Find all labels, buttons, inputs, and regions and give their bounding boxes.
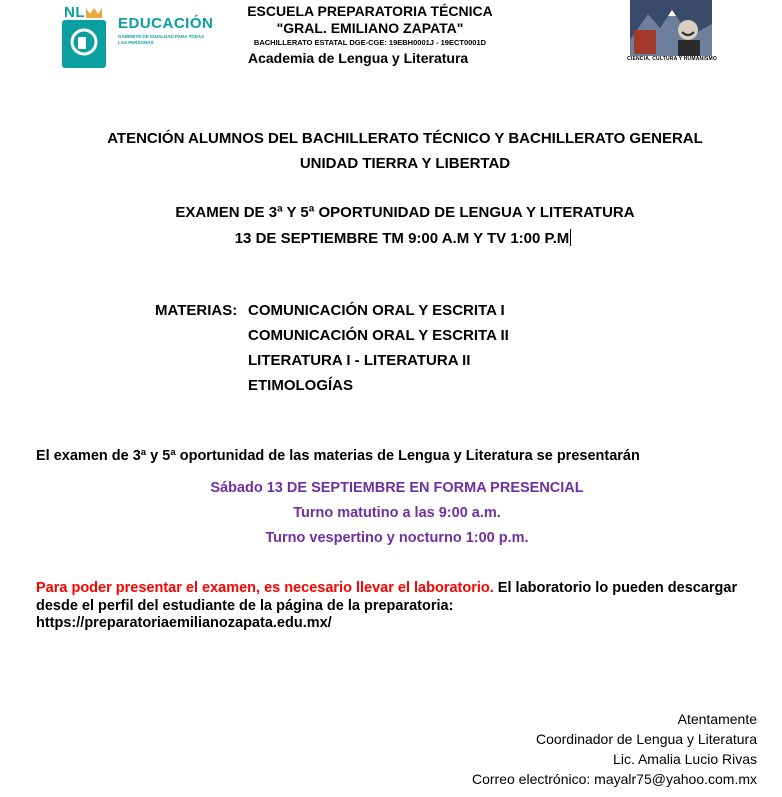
subject-item: COMUNICACIÓN ORAL Y ESCRITA I — [248, 302, 505, 319]
subject-item: ETIMOLOGÍAS — [248, 377, 353, 394]
subject-item: COMUNICACIÓN ORAL Y ESCRITA II — [248, 327, 509, 344]
intro-text: El examen de 3ª y 5ª oportunidad de las materias de Lengua y Literatura se presentarán — [36, 448, 640, 464]
academy-name: Academia de Lengua y Literatura — [248, 50, 469, 66]
signature-closing: Atentamente — [677, 711, 757, 727]
requirement-warning: Para poder presentar el examen, es necesario llevar el laboratorio. — [36, 580, 494, 596]
notice-heading: ATENCIÓN ALUMNOS DEL BACHILLERATO TÉCNICO Y BACHILLERATO GENERAL — [107, 130, 703, 147]
requirement-paragraph — [36, 580, 746, 633]
school-cct: BACHILLERATO ESTATAL DGE-CGE: 19EBH0001J - 19ECT0001D — [253, 38, 487, 47]
exam-date-text: 13 DE SEPTIEMBRE TM 9:00 A.M Y TV 1:00 P.M — [234, 230, 570, 247]
school-website-link[interactable]: https://preparatoriaemilianozapata.edu.mx/ — [36, 615, 332, 631]
education-logo — [60, 4, 214, 70]
school-name: ESCUELA PREPARATORIA TÉCNICA — [247, 3, 493, 19]
school-logo-caption: CIENCIA, CULTURA Y HUMANISMO — [627, 56, 717, 62]
org-name: EDUCACIÓN — [118, 15, 214, 32]
signature-email: Correo electrónico: mayalr75@yahoo.com.mx — [472, 771, 757, 787]
schedule-date: Sábado 13 DE SEPTIEMBRE EN FORMA PRESENCIAL — [210, 480, 584, 496]
signature-name: Lic. Amalia Lucio Rivas — [613, 751, 757, 767]
school-subname: "GRAL. EMILIANO ZAPATA" — [276, 20, 464, 36]
subjects-label: MATERIAS: — [155, 302, 238, 319]
text-cursor — [570, 229, 571, 246]
org-tagline: GABINETE DE IGUALDAD PARA TODAS LAS PERSONAS — [118, 34, 205, 45]
requirement-details: El laboratorio lo pueden descargar desde el perfil del estudiante de la página de la preparatoria: — [36, 580, 738, 614]
schedule-morning: Turno matutino a las 9:00 a.m. — [293, 505, 501, 521]
exam-title: EXAMEN DE 3ª Y 5ª OPORTUNIDAD DE LENGUA Y LITERATURA — [175, 204, 635, 221]
subject-item: LITERATURA I - LITERATURA II — [248, 352, 471, 369]
exam-date-time — [12, 229, 782, 247]
schedule-evening: Turno vespertino y nocturno 1:00 p.m. — [265, 530, 529, 546]
mountain-portrait-icon — [630, 0, 712, 56]
nl-text: NL — [64, 4, 85, 21]
notice-unit: UNIDAD TIERRA Y LIBERTAD — [299, 155, 511, 172]
signature-role: Coordinador de Lengua y Literatura — [535, 731, 757, 747]
